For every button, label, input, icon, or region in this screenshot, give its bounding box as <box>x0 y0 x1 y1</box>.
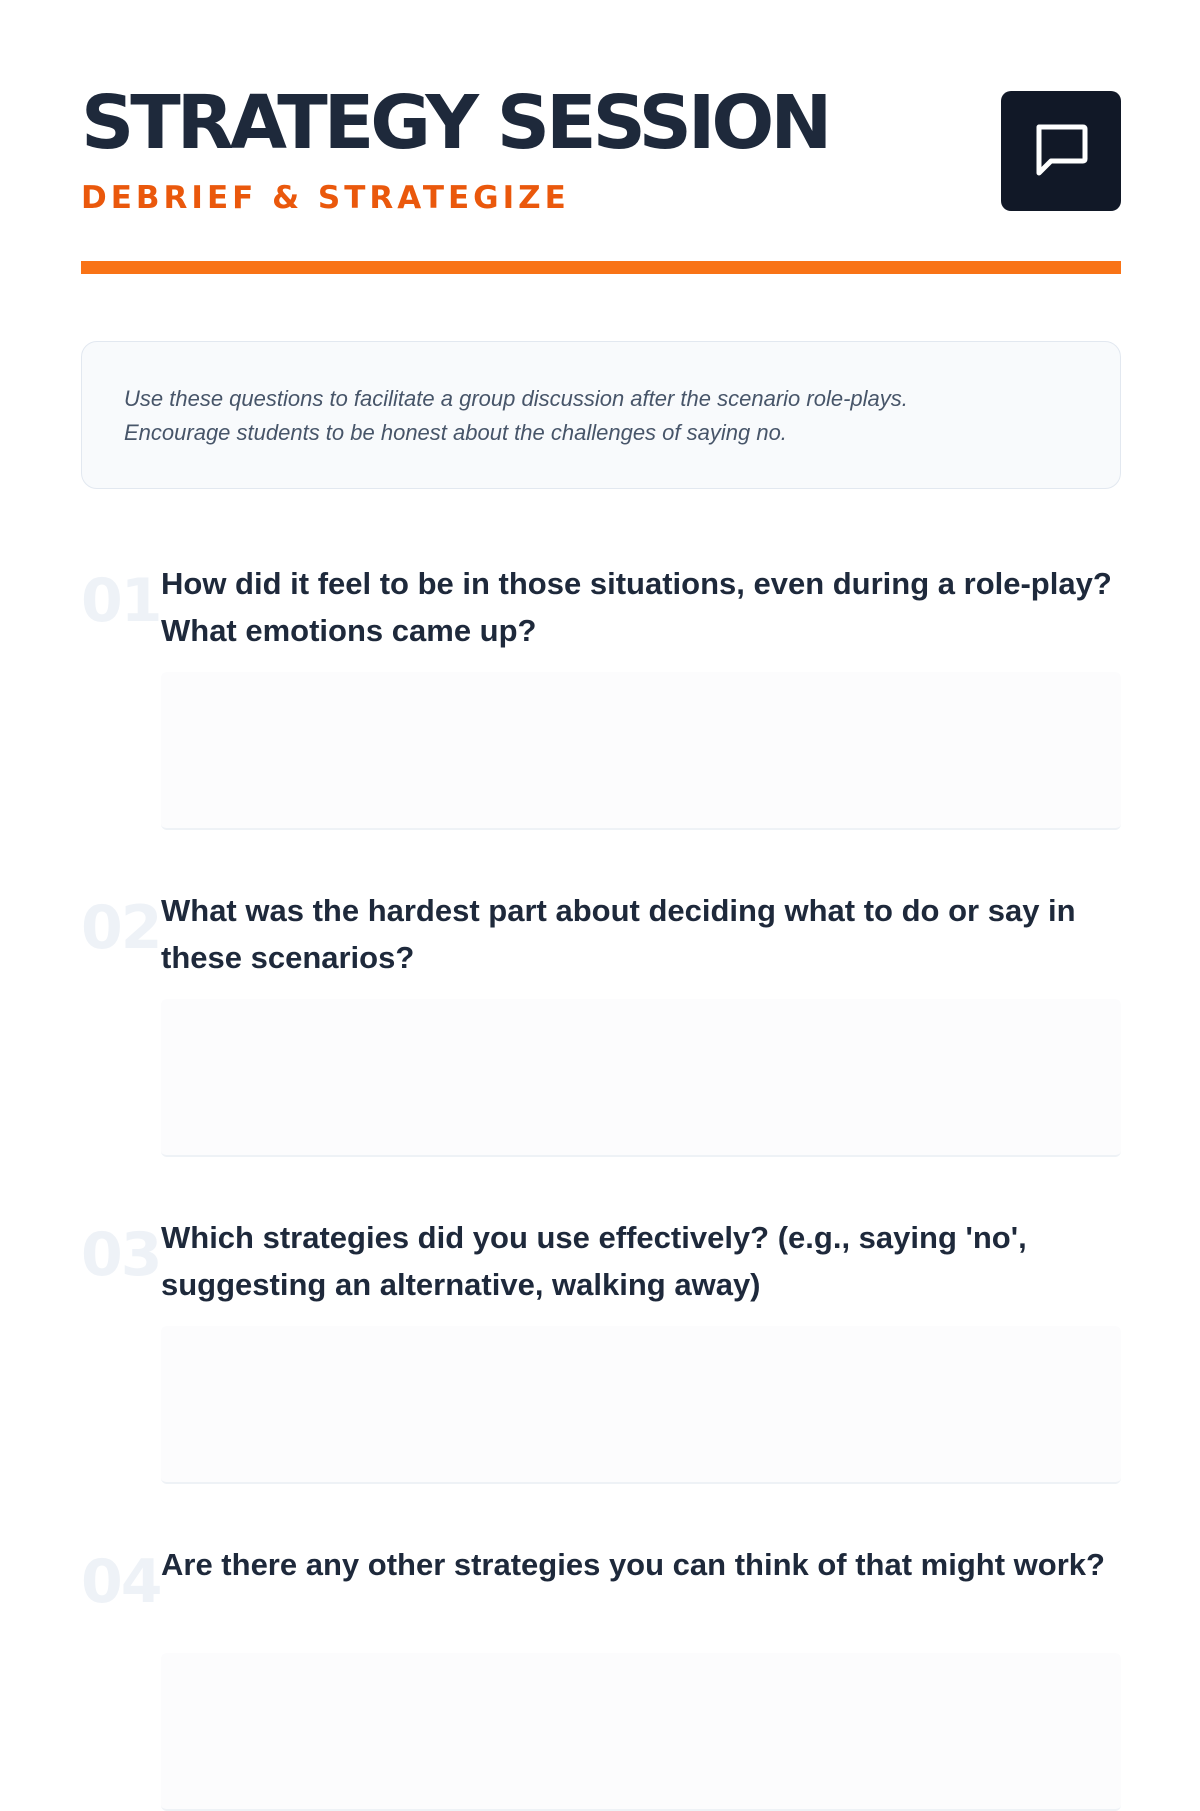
page-title: STRATEGY SESSION <box>81 80 829 166</box>
question-text: How did it feel to be in those situations, even during a role-play? What emotions came up? <box>161 566 1112 648</box>
header-divider <box>81 261 1121 274</box>
question-number: 03 <box>81 1220 161 1290</box>
instructions-line-1: Use these questions to facilitate a group discussion after the scenario role-plays. <box>124 386 908 411</box>
question-number: 02 <box>81 893 161 963</box>
question-text: Which strategies did you use effectively? (e.g., saying 'no', suggesting an alternative, walking away) <box>161 1220 1027 1302</box>
instructions-line-2: Encourage students to be honest about the challenges of saying no. <box>124 420 787 445</box>
answer-field[interactable] <box>161 1653 1121 1811</box>
question-number: 01 <box>81 566 161 636</box>
chat-icon-badge <box>1001 91 1121 211</box>
question-text: Are there any other strategies you can think of that might work? <box>161 1547 1105 1582</box>
worksheet-page <box>81 0 1121 1617</box>
answer-field[interactable] <box>161 672 1121 830</box>
page-subtitle: DEBRIEF & STRATEGIZE <box>81 180 570 216</box>
question-number: 04 <box>81 1547 161 1617</box>
page-header <box>81 0 1121 274</box>
chat-bubble-icon <box>1029 119 1093 183</box>
answer-field[interactable] <box>161 1326 1121 1484</box>
question-text: What was the hardest part about deciding what to do or say in these scenarios? <box>161 893 1076 975</box>
instructions-box <box>81 341 1121 489</box>
answer-field[interactable] <box>161 999 1121 1157</box>
